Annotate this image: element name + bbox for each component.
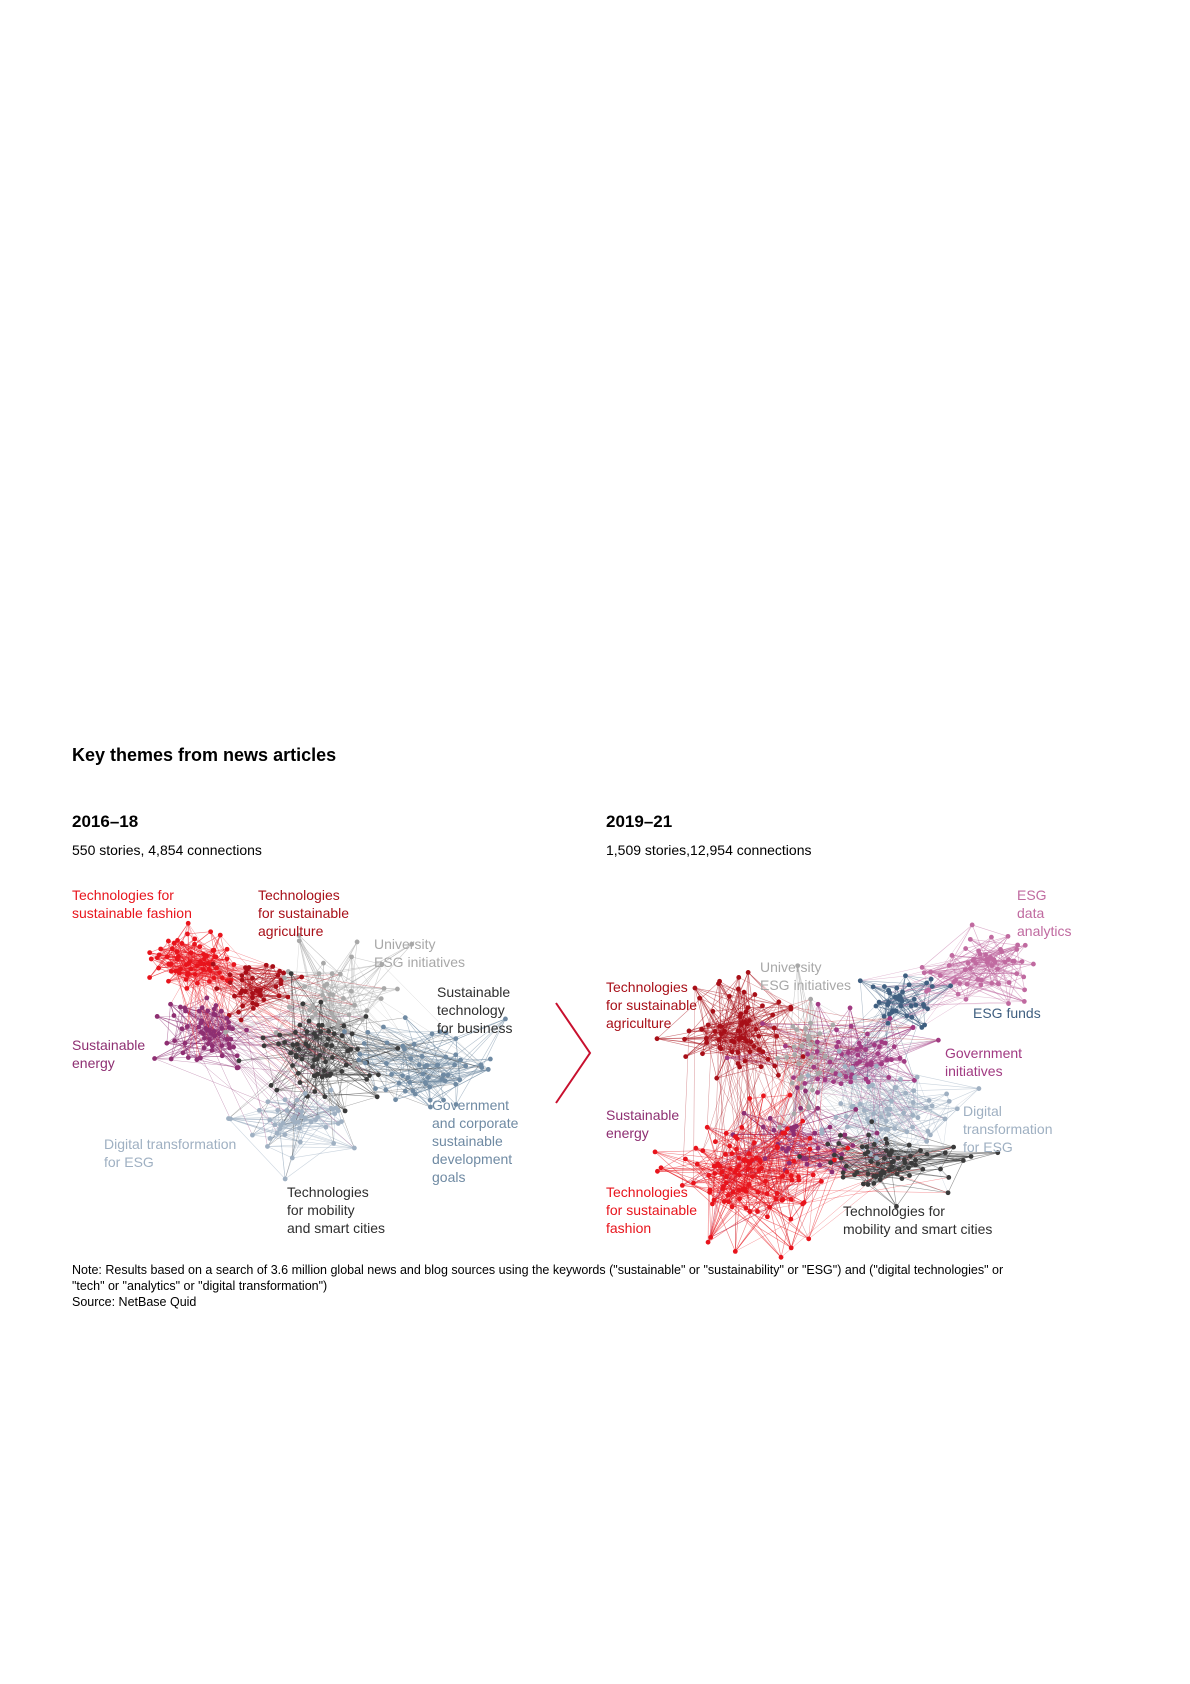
- label-sustainable-energy-2: Sustainable energy: [606, 1107, 680, 1141]
- label-university-esg-1: University ESG initiatives: [374, 936, 466, 970]
- label-mobility-smart-cities-2: Technologies for mobility and smart cities: [843, 1203, 993, 1237]
- label-esg-data-analytics-2: ESG data analytics: [1017, 887, 1072, 939]
- panel-1-period: 2016–18: [72, 812, 139, 831]
- label-sustainable-agriculture-1: Technologies for sustainable agriculture: [258, 887, 350, 939]
- label-sustainable-energy-1: Sustainable energy: [72, 1037, 146, 1071]
- footnotes: [72, 1262, 1032, 1310]
- panel-1-stats: 550 stories, 4,854 connections: [72, 842, 262, 858]
- label-sustainable-fashion-2: Technologies for sustainable fashion: [606, 1184, 698, 1236]
- source-text: Source: NetBase Quid: [72, 1295, 197, 1309]
- label-digital-transformation-2: Digital transformation for ESG: [963, 1103, 1053, 1155]
- panel-2-period: 2019–21: [606, 812, 673, 831]
- panel-2-stats: 1,509 stories,12,954 connections: [606, 842, 812, 858]
- label-sustainable-tech-business-1: Sustainable technology for business: [437, 984, 513, 1036]
- note-text: Note: Results based on a search of 3.6 million global news and blog sources using the keywords ("sustainable" or "sustainability" or "ESG") and ("digital technologies" or "tech" or "analytics" or "digital transformation"): [72, 1263, 1004, 1293]
- label-government-initiatives-2: Government initiatives: [945, 1045, 1023, 1079]
- label-sustainable-fashion-1: Technologies for sustainable fashion: [72, 887, 192, 921]
- label-university-esg-2: University ESG initiatives: [760, 959, 852, 993]
- figure-title: Key themes from news articles: [72, 745, 337, 765]
- label-government-sdg-1: Government and corporate sustainable development goals: [432, 1097, 519, 1185]
- label-mobility-smart-cities-1: Technologies for mobility and smart cities: [287, 1184, 386, 1236]
- label-digital-transformation-1: Digital transformation for ESG: [104, 1136, 237, 1170]
- label-esg-funds-2: ESG funds: [973, 1005, 1041, 1021]
- label-sustainable-agriculture-2: Technologies for sustainable agriculture: [606, 979, 698, 1031]
